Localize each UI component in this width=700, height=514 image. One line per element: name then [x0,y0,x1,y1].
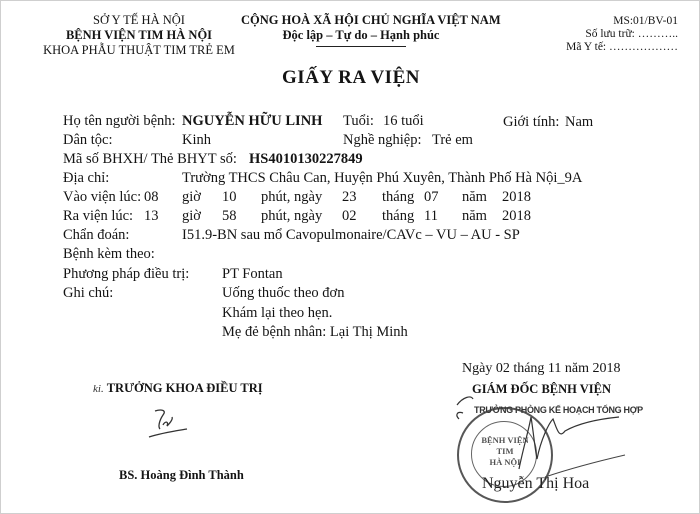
discharge-hour: 13 [144,208,159,224]
admission-year: 2018 [502,189,531,205]
discharge-day: 02 [342,208,357,224]
admission-minute-unit: phút, ngày [261,189,323,205]
address-label: Địa chỉ: [63,170,110,186]
gender-label: Giới tính: [503,114,560,130]
medical-id: Mã Y tế: ……………… [566,41,678,53]
discharge-year: 2018 [502,208,531,224]
notes-label: Ghi chú: [63,285,114,301]
patient-name-label: Họ tên người bệnh: [63,113,176,129]
archive-number: Số lưu trữ: ……….. [585,28,678,40]
health-department: SỞ Y TẾ HÀ NỘI [93,13,185,27]
insurance-number: HS4010130227849 [249,151,363,167]
admission-label: Vào viện lúc: [63,189,142,205]
admission-day: 23 [342,189,357,205]
director-title: GIÁM ĐỐC BỆNH VIỆN [472,382,612,396]
head-of-department-label: TRƯỞNG KHOA ĐIỀU TRỊ [106,381,263,395]
stamp-line: HÀ NỘI [489,457,521,467]
occupation-label: Nghề nghiệp: [343,132,422,148]
diagnosis-label: Chẩn đoán: [63,227,130,243]
stamp-line: BỆNH VIỆN [481,435,529,445]
note-line: Uống thuốc theo đơn [222,285,345,301]
age-label: Tuổi: [343,113,374,129]
insurance-label: Mã số BHXH/ Thẻ BHYT số: [63,151,237,167]
signature-prefix: ki. [93,383,104,395]
gender-value: Nam [565,114,594,130]
comorbidity-label: Bệnh kèm theo: [63,246,155,262]
patient-name: NGUYỄN HỮU LINH [182,113,323,129]
diagnosis-value: I51.9-BN sau mổ Cavopulmonaire/CAVc – VU – AU - SP [182,227,520,243]
document-title: GIẤY RA VIỆN [282,67,420,88]
treatment-value: PT Fontan [222,266,283,282]
admission-month-label: tháng [382,189,415,205]
admission-hour: 08 [144,189,159,205]
head-of-department-name: BS. Hoàng Đình Thành [119,468,244,482]
treatment-label: Phương pháp điều trị: [63,266,190,282]
discharge-year-label: năm [462,208,487,224]
discharge-month-label: tháng [382,208,415,224]
admission-month: 07 [424,189,439,205]
discharge-month: 11 [424,208,438,224]
national-header [241,13,501,47]
director-name: Nguyễn Thị Hoa [482,475,590,492]
national-motto: Độc lập – Tự do – Hạnh phúc [282,28,440,42]
note-line: Mẹ đẻ bệnh nhân: Lại Thị Minh [222,324,408,340]
form-info [566,15,678,54]
signing-date: Ngày 02 tháng 11 năm 2018 [462,361,621,376]
head-of-department-title [93,381,263,396]
discharge-label: Ra viện lúc: [63,208,134,224]
occupation-value: Trẻ em [432,132,473,148]
discharge-minute: 58 [222,208,237,224]
address-value: Trường THCS Châu Can, Huyện Phú Xuyên, Thành Phố Hà Nội_9A [182,170,583,186]
ethnicity-label: Dân tộc: [63,132,113,148]
admission-hour-unit: giờ [182,189,201,205]
signature-mark-left [147,407,189,443]
hospital-header [39,13,239,58]
admission-minute: 10 [222,189,237,205]
ethnicity-value: Kinh [182,132,211,148]
signature-mark-right [449,389,649,489]
discharge-hour-unit: giờ [182,208,201,224]
motto-underline [316,46,406,47]
admission-year-label: năm [462,189,487,205]
discharge-minute-unit: phút, ngày [261,208,323,224]
age-value: 16 tuổi [383,113,424,129]
department-name: KHOA PHẪU THUẬT TIM TRẺ EM [43,43,235,57]
director-subtitle: TRƯỞNG PHÒNG KẾ HOẠCH TỔNG HỢP [474,405,643,415]
hospital-name: BỆNH VIỆN TIM HÀ NỘI [65,28,213,42]
note-line: Khám lại theo hẹn. [222,305,333,321]
form-code: MS:01/BV-01 [613,15,678,27]
stamp-line: TIM [496,446,514,456]
country-name: CỘNG HOÀ XÃ HỘI CHỦ NGHĨA VIỆT NAM [241,13,501,27]
